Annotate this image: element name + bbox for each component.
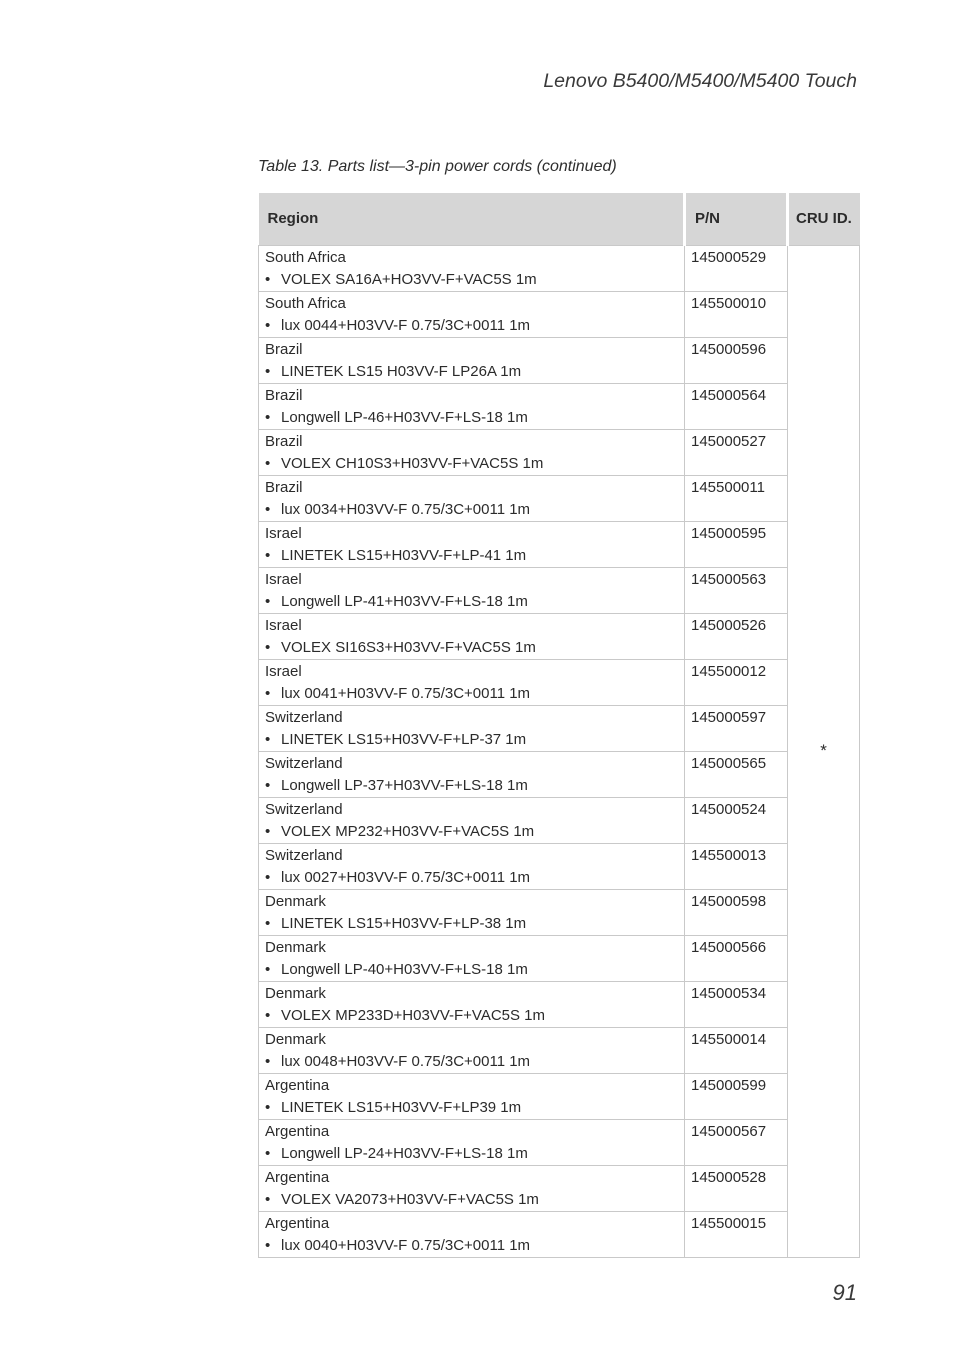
part-number-cell: 145000563 [685,567,788,613]
part-description [265,683,684,705]
region-cell [259,1027,685,1073]
bullet-icon: • [265,1236,271,1254]
bullet-icon: • [265,408,271,426]
region-name: Argentina [265,1168,330,1186]
region-name: Switzerland [265,846,343,864]
region-name: Argentina [265,1214,330,1232]
region-cell [259,843,685,889]
part-description [265,913,684,935]
table-row [259,889,860,935]
bullet-icon: • [265,1006,271,1024]
table-row [259,383,860,429]
part-name: VOLEX MP232+H03VV-F+VAC5S 1m [281,822,535,840]
part-name: lux 0048+H03VV-F 0.75/3C+0011 1m [281,1052,531,1070]
region-cell [259,1211,685,1257]
part-name: Longwell LP-41+H03VV-F+LS-18 1m [281,592,528,610]
bullet-icon: • [265,316,271,334]
column-header-region: Region [259,193,685,245]
part-number-cell: 145000597 [685,705,788,751]
region-cell [259,751,685,797]
part-name: LINETEK LS15+H03VV-F+LP39 1m [281,1098,522,1116]
region-cell [259,337,685,383]
table-body [259,245,860,1257]
region-name: Denmark [265,984,326,1002]
region-cell [259,383,685,429]
part-description [265,453,684,475]
part-number-cell: 145000528 [685,1165,788,1211]
parts-table [258,193,860,1258]
table-row [259,1027,860,1073]
region-name: Brazil [265,386,303,404]
region-name: Brazil [265,340,303,358]
region-name: Brazil [265,432,303,450]
part-name: LINETEK LS15 H03VV-F LP26A 1m [281,362,522,380]
region-cell [259,659,685,705]
table-row [259,1211,860,1257]
bullet-icon: • [265,776,271,794]
region-name: Switzerland [265,800,343,818]
part-name: VOLEX CH10S3+H03VV-F+VAC5S 1m [281,454,544,472]
region-name: Argentina [265,1122,330,1140]
part-description [265,959,684,981]
table-header-row [259,193,860,245]
table-row [259,521,860,567]
part-description [265,1189,684,1211]
part-description [265,315,684,337]
part-number-cell: 145000567 [685,1119,788,1165]
region-name: Brazil [265,478,303,496]
part-description [265,361,684,383]
region-cell [259,245,685,291]
region-cell [259,613,685,659]
table-row [259,705,860,751]
region-name: Argentina [265,1076,330,1094]
bullet-icon: • [265,1052,271,1070]
bullet-icon: • [265,1098,271,1116]
part-description [265,729,684,751]
table-row [259,245,860,291]
part-name: VOLEX SI16S3+H03VV-F+VAC5S 1m [281,638,536,656]
part-number-cell: 145500010 [685,291,788,337]
table-caption: Table 13. Parts list—3-pin power cords (continued) [258,158,617,175]
part-description [265,1051,684,1073]
region-name: South Africa [265,248,346,266]
part-description [265,1143,684,1165]
region-name: Israel [265,616,302,634]
part-name: Longwell LP-24+H03VV-F+LS-18 1m [281,1144,528,1162]
part-name: Longwell LP-37+H03VV-F+LS-18 1m [281,776,528,794]
region-cell [259,291,685,337]
bullet-icon: • [265,454,271,472]
part-number-cell: 145000565 [685,751,788,797]
table-row [259,751,860,797]
part-description [265,1235,684,1257]
bullet-icon: • [265,592,271,610]
region-cell [259,705,685,751]
part-number-cell: 145000527 [685,429,788,475]
table-row [259,1165,860,1211]
bullet-icon: • [265,684,271,702]
part-name: lux 0041+H03VV-F 0.75/3C+0011 1m [281,684,531,702]
region-cell [259,1119,685,1165]
part-name: lux 0044+H03VV-F 0.75/3C+0011 1m [281,316,531,334]
region-cell [259,797,685,843]
part-name: VOLEX SA16A+HO3VV-F+VAC5S 1m [281,270,537,288]
bullet-icon: • [265,730,271,748]
table-row [259,935,860,981]
part-name: LINETEK LS15+H03VV-F+LP-37 1m [281,730,527,748]
region-name: Israel [265,524,302,542]
part-number-cell: 145500015 [685,1211,788,1257]
part-name: lux 0040+H03VV-F 0.75/3C+0011 1m [281,1236,531,1254]
region-cell [259,889,685,935]
bullet-icon: • [265,546,271,564]
bullet-icon: • [265,270,271,288]
region-cell [259,935,685,981]
part-description [265,867,684,889]
region-name: Israel [265,662,302,680]
cru-id-cell: * [788,245,860,1257]
part-name: lux 0027+H03VV-F 0.75/3C+0011 1m [281,868,531,886]
region-cell [259,521,685,567]
table-row [259,337,860,383]
part-description [265,591,684,613]
part-number-cell: 145000564 [685,383,788,429]
region-cell [259,1073,685,1119]
table-row [259,981,860,1027]
part-number-cell: 145000595 [685,521,788,567]
part-description [265,407,684,429]
part-description [265,269,684,291]
table-row [259,1119,860,1165]
part-name: VOLEX VA2073+H03VV-F+VAC5S 1m [281,1190,539,1208]
region-name: Denmark [265,1030,326,1048]
region-name: Switzerland [265,708,343,726]
table-row [259,843,860,889]
bullet-icon: • [265,868,271,886]
region-cell [259,475,685,521]
table-row [259,475,860,521]
region-cell [259,981,685,1027]
bullet-icon: • [265,362,271,380]
bullet-icon: • [265,822,271,840]
region-name: Denmark [265,892,326,910]
part-description [265,1005,684,1027]
region-cell [259,429,685,475]
region-cell [259,567,685,613]
bullet-icon: • [265,914,271,932]
part-name: Longwell LP-46+H03VV-F+LS-18 1m [281,408,528,426]
part-number-cell: 145000524 [685,797,788,843]
region-cell [259,1165,685,1211]
document-header-title: Lenovo B5400/M5400/M5400 Touch [543,70,857,92]
column-header-pn: P/N [685,193,788,245]
column-header-cru-id: CRU ID. [788,193,860,245]
table-row [259,613,860,659]
part-description [265,545,684,567]
part-name: Longwell LP-40+H03VV-F+LS-18 1m [281,960,528,978]
bullet-icon: • [265,1144,271,1162]
region-name: Denmark [265,938,326,956]
region-name: South Africa [265,294,346,312]
table-row [259,567,860,613]
part-description [265,499,684,521]
part-number-cell: 145000598 [685,889,788,935]
part-name: lux 0034+H03VV-F 0.75/3C+0011 1m [281,500,531,518]
bullet-icon: • [265,1190,271,1208]
page-number: 91 [832,1280,857,1305]
part-description [265,1097,684,1119]
part-number-cell: 145500012 [685,659,788,705]
part-number-cell: 145000529 [685,245,788,291]
table-row [259,291,860,337]
table-row [259,659,860,705]
part-number-cell: 145500011 [685,475,788,521]
table-row [259,1073,860,1119]
part-name: LINETEK LS15+H03VV-F+LP-38 1m [281,914,527,932]
region-name: Israel [265,570,302,588]
part-description [265,821,684,843]
region-name: Switzerland [265,754,343,772]
part-number-cell: 145000599 [685,1073,788,1119]
part-number-cell: 145000566 [685,935,788,981]
bullet-icon: • [265,638,271,656]
part-description [265,637,684,659]
table-row [259,797,860,843]
part-number-cell: 145500014 [685,1027,788,1073]
part-number-cell: 145000534 [685,981,788,1027]
table-row [259,429,860,475]
part-name: VOLEX MP233D+H03VV-F+VAC5S 1m [281,1006,546,1024]
part-number-cell: 145000596 [685,337,788,383]
part-number-cell: 145500013 [685,843,788,889]
part-name: LINETEK LS15+H03VV-F+LP-41 1m [281,546,527,564]
part-description [265,775,684,797]
bullet-icon: • [265,500,271,518]
bullet-icon: • [265,960,271,978]
part-number-cell: 145000526 [685,613,788,659]
